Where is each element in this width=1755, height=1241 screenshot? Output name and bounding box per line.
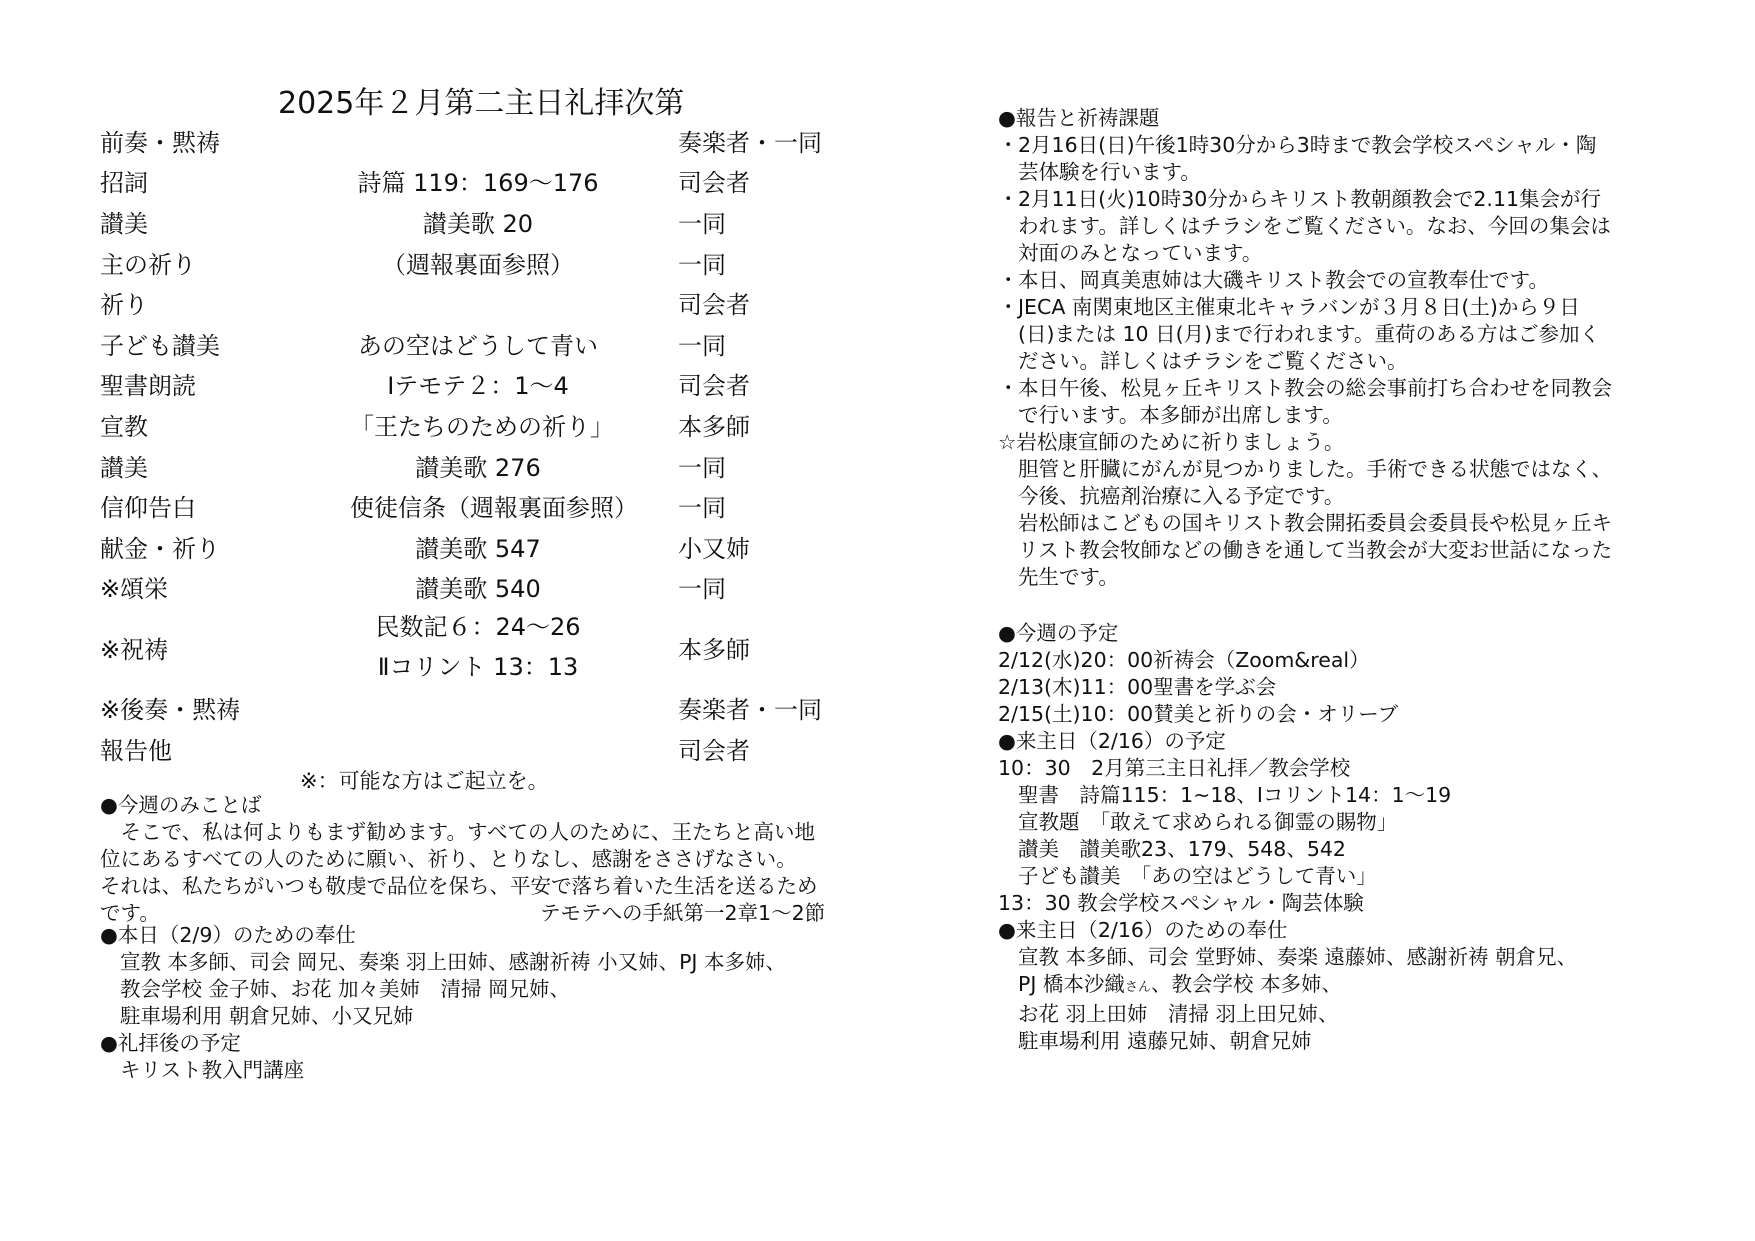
order-who: 一同 (678, 331, 726, 360)
order-item: 報告他 (100, 736, 172, 765)
section-heading: ●礼拝後の予定 (100, 1031, 241, 1055)
schedule-line: 2/12(水)20：00祈祷会（Zoom&real） (998, 648, 1370, 672)
report-item (998, 132, 1718, 186)
scripture-line: 位にあるすべての人のために願い、祈り、とりなし、感謝をささげなさい。 (100, 847, 797, 871)
order-item: 讃美 (100, 453, 148, 482)
order-item: 讃美 (100, 209, 148, 238)
report-line: われます。詳しくはチラシをご覧ください。なお、今回の集会は (1018, 214, 1611, 238)
order-who: 一同 (678, 209, 726, 238)
order-item: 献金・祈り (100, 534, 220, 563)
order-who: 司会者 (678, 736, 750, 765)
order-who: 一同 (678, 494, 726, 523)
order-content: 讃美歌 20 (422, 209, 534, 238)
schedule-section (998, 620, 1718, 1055)
order-item: 子ども讃美 (100, 331, 220, 360)
order-content: 「王たちのための祈り」 (350, 412, 614, 441)
scripture-reference: テモテへの手紙第一2章1～2節 (540, 901, 826, 925)
report-line: 本日午後、松見ヶ丘キリスト教会の総会事前打ち合わせを同教会 (1018, 376, 1613, 400)
after-service-line: キリスト教入門講座 (120, 1058, 305, 1082)
prayer-line: 胆管と肝臓にがんが見つかりました。手術できる状態ではなく、 (1018, 457, 1613, 481)
scripture-line: です。 (100, 901, 160, 925)
order-row (100, 567, 880, 608)
report-line: で行います。本多師が出席します。 (1018, 403, 1343, 427)
order-content: （週報裏面参照） (382, 250, 574, 279)
service-line: 駐車場利用 朝倉兄姉、小又兄姉 (120, 1004, 414, 1028)
order-who: 本多師 (678, 412, 750, 441)
next-sunday-line: 聖書 詩篇115：1~18、Ⅰコリント14：1～19 (1018, 783, 1452, 807)
order-row (100, 242, 880, 283)
next-service-line: お花 羽上田姉 清掃 羽上田兄姉、 (1018, 1002, 1339, 1026)
order-who: 奏楽者・一同 (678, 695, 822, 724)
order-item: 信仰告白 (100, 494, 196, 523)
service-line: 教会学校 金子姉、お花 加々美姉 清掃 岡兄姉、 (120, 977, 571, 1001)
scripture-line: そこで、私は何よりもまず勧めます。すべての人のために、王たちと高い地 (100, 820, 816, 844)
order-content: 讃美歌 547 (415, 534, 541, 563)
schedule-line: 2/15(土)10：00賛美と祈りの会・オリーブ (998, 702, 1399, 726)
prayer-line: 今後、抗癌剤治療に入る予定です。 (1018, 484, 1345, 508)
order-row (100, 445, 880, 486)
section-heading: ●今週のみことば (100, 793, 262, 817)
order-who: 一同 (678, 250, 726, 279)
order-content: 使徒信条（週報裏面参照） (350, 494, 638, 523)
order-who: 司会者 (678, 372, 750, 401)
section-heading: ●来主日（2/16）の予定 (998, 729, 1226, 753)
section-heading: ●本日（2/9）のための奉仕 (100, 923, 356, 947)
order-row (100, 485, 880, 526)
schedule-line: 2/13(木)11：00聖書を学ぶ会 (998, 675, 1277, 699)
order-who: 司会者 (678, 291, 750, 320)
prayer-line: 岩松師はこどもの国キリスト教会開拓委員会委員長や松見ヶ丘キ (1018, 511, 1613, 535)
order-item: 主の祈り (100, 250, 196, 279)
order-row (100, 687, 880, 728)
report-line: 本日、岡真美恵姉は大磯キリスト教会での宣教奉仕です。 (1018, 268, 1549, 292)
next-service-text: PJ 橋本沙織 (1018, 972, 1125, 996)
next-sunday-line: 10：30 2月第三主日礼拝／教会学校 (998, 756, 1351, 780)
next-sunday-line: 13：30 教会学校スペシャル・陶芸体験 (998, 891, 1364, 915)
order-item: ※祝祷 (100, 635, 169, 664)
standing-note: ※：可能な方はご起立を。 (300, 769, 549, 793)
order-row (100, 728, 880, 769)
order-row (100, 282, 880, 323)
order-content: 讃美歌 276 (415, 453, 541, 482)
order-content: 詩篇 119：169～176 (357, 169, 599, 198)
report-line: 2月11日(火)10時30分からキリスト教朝顔教会で2.11集会が行 (1018, 187, 1602, 211)
order-content: 讃美歌 540 (415, 575, 541, 604)
next-service-line (998, 971, 1718, 1001)
next-sunday-line: 讃美 讃美歌23、179、548、542 (1018, 837, 1346, 861)
order-item: 聖書朗読 (100, 372, 196, 401)
order-who: 本多師 (678, 635, 750, 664)
reports-section (998, 105, 1718, 591)
order-item: 祈り (100, 291, 148, 320)
order-row (100, 364, 880, 405)
report-line: 2月16日(日)午後1時30分から3時まで教会学校スペシャル・陶 (1018, 133, 1597, 157)
service-today (100, 922, 890, 1084)
section-heading: ●今週の予定 (998, 621, 1119, 645)
order-row (100, 323, 880, 364)
benediction-verse-2: Ⅱコリント 13：13 (377, 653, 579, 682)
report-line: 対面のみとなっています。 (1018, 241, 1263, 265)
benediction-verse-1: 民数記６：24～26 (375, 613, 581, 642)
order-row (100, 120, 880, 161)
page-title: 2025年２月第二主日礼拝次第 (278, 86, 685, 121)
order-content: あの空はどうして青い (358, 331, 598, 360)
order-content: Ⅰテモテ２：1～4 (387, 372, 569, 401)
report-item (998, 186, 1718, 267)
order-row (100, 161, 880, 202)
report-line: ださい。詳しくはチラシをご覧ください。 (1018, 349, 1408, 373)
order-row (100, 404, 880, 445)
order-who: 一同 (678, 453, 726, 482)
bullet-mark: ・ (998, 268, 1019, 292)
bullet-mark: ・ (998, 295, 1019, 319)
scripture-of-the-week (100, 792, 890, 927)
bullet-mark: ・ (998, 376, 1019, 400)
order-item: ※後奏・黙祷 (100, 695, 241, 724)
section-heading: ●来主日（2/16）のための奉仕 (998, 918, 1288, 942)
order-item: 前奏・黙祷 (100, 128, 220, 157)
prayer-heading: ☆岩松康宣師のために祈りましょう。 (998, 430, 1345, 454)
prayer-line: 先生です。 (1018, 565, 1119, 589)
order-item: ※頌栄 (100, 575, 169, 604)
order-of-service (100, 120, 880, 768)
report-line: (日)または 10 日(月)まで行われます。重荷のある方はご参加く (1018, 322, 1600, 346)
scripture-line: それは、私たちがいつも敬虔で品位を保ち、平安で落ち着いた生活を送るため (100, 874, 818, 898)
next-sunday-line: 宣教題 「敢えて求められる御霊の賜物」 (1018, 810, 1398, 834)
order-who: 司会者 (678, 169, 750, 198)
service-line: 宣教 本多師、司会 岡兄、奏楽 羽上田姉、感謝祈祷 小又姉、PJ 本多姉、 (120, 950, 786, 974)
order-who: 小又姉 (678, 534, 750, 563)
bullet-mark: ・ (998, 133, 1019, 157)
section-heading: ●報告と祈祷課題 (998, 106, 1160, 130)
report-item (998, 267, 1718, 294)
order-item: 招詞 (100, 169, 148, 198)
order-row-benediction (100, 607, 880, 687)
order-who: 奏楽者・一同 (678, 128, 822, 157)
bullet-mark: ・ (998, 187, 1019, 211)
order-who: 一同 (678, 575, 726, 604)
next-sunday-line: 子ども讃美 「あの空はどうして青い」 (1018, 864, 1377, 888)
next-service-line: 駐車場利用 遠藤兄姉、朝倉兄姉 (1018, 1029, 1312, 1053)
honorific-small: さん (1124, 980, 1151, 995)
next-service-text: 、教会学校 本多姉、 (1150, 972, 1342, 996)
order-content (350, 612, 606, 682)
report-item (998, 294, 1718, 375)
order-row (100, 201, 880, 242)
order-item: 宣教 (100, 412, 148, 441)
next-service-line: 宣教 本多師、司会 堂野姉、奏楽 遠藤姉、感謝祈祷 朝倉兄、 (1018, 945, 1578, 969)
report-line: JECA 南関東地区主催東北キャラバンが３月８日(土)から９日 (1018, 295, 1580, 319)
prayer-line: リスト教会牧師などの働きを通して当教会が大変お世話になった (1018, 538, 1613, 562)
report-line: 芸体験を行います。 (1018, 160, 1201, 184)
order-row (100, 526, 880, 567)
report-item (998, 375, 1718, 429)
